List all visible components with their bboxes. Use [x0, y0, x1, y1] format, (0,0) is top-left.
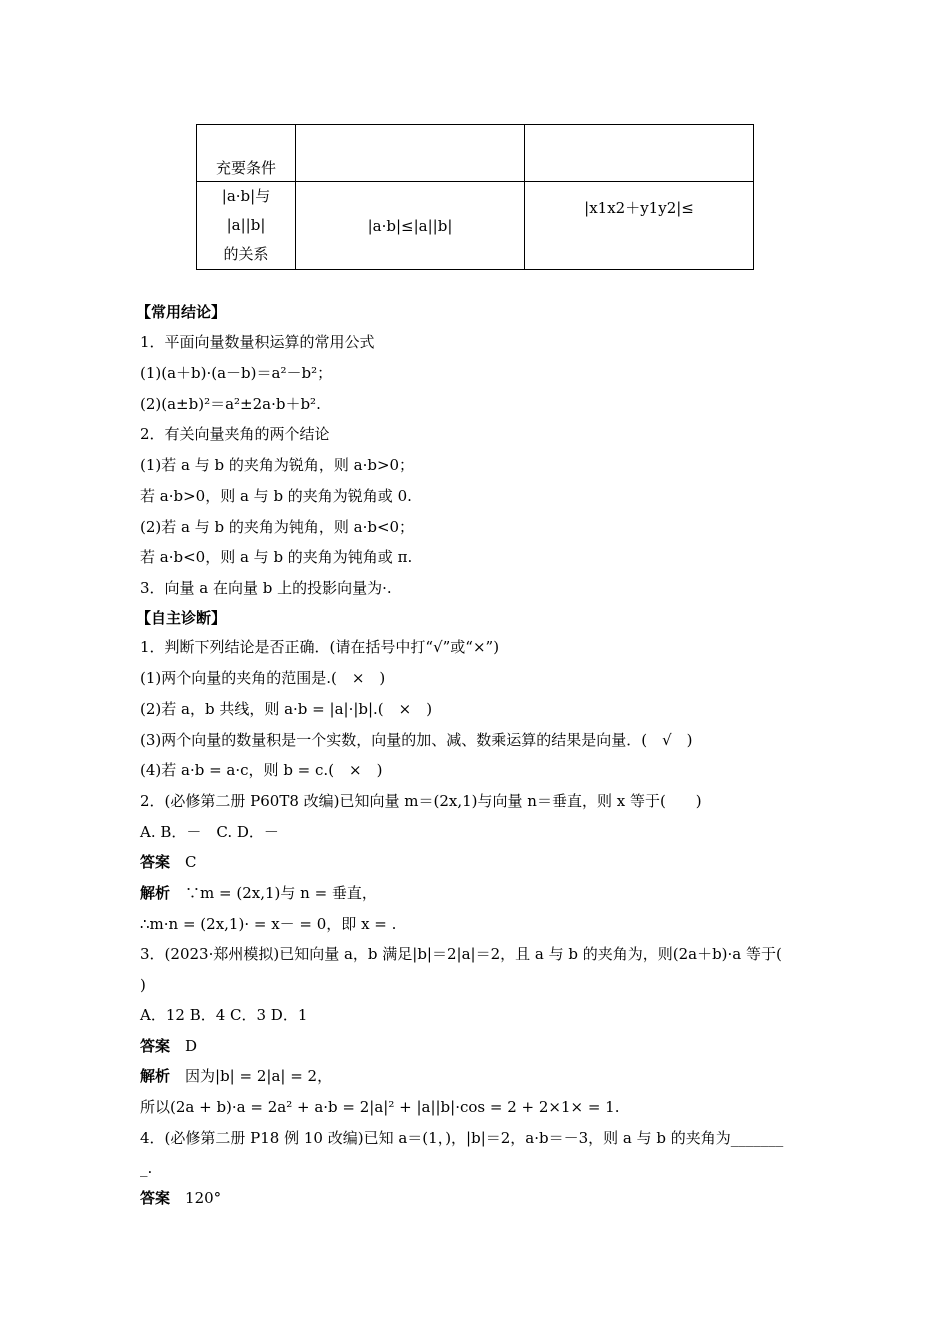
analysis-label: 解析 — [140, 884, 171, 902]
common-item-2: 2．有关向量夹角的两个结论 — [140, 425, 330, 443]
question-3-analysis-1 — [140, 1066, 332, 1086]
row2-label-line: |a||b| — [226, 216, 266, 234]
conclusion-1: (1)若 a 与 b 的夹角为锐角，则 a·b>0； — [140, 456, 415, 474]
row2-label-line: |a·b|与 — [221, 187, 271, 205]
answer-value: 120° — [185, 1189, 222, 1207]
row2-col2: |a·b|≤|a||b| — [367, 216, 453, 235]
question-2-analysis-1 — [140, 883, 377, 903]
question-3-options: A．12 B．4 C．3 D．1 — [140, 1006, 308, 1024]
conditions-table — [196, 124, 754, 270]
question-1-part-2: (2)若 a，b 共线，则 a·b = |a|·|b|.( × ) — [140, 700, 433, 718]
question-2: 2．(必修第二册 P60T8 改编)已知向量 m＝(2x,1)与向量 n＝垂直，则 x 等于( ) — [140, 792, 702, 810]
question-1-part-3: (3)两个向量的数量积是一个实数，向量的加、减、数乘运算的结果是向量．( √ ) — [140, 731, 693, 749]
table-row — [197, 125, 754, 182]
table-cell — [197, 125, 296, 182]
analysis-text: 因为|b| = 2|a| = 2， — [185, 1067, 333, 1085]
answer-label: 答案 — [140, 1037, 171, 1055]
table-cell — [525, 125, 754, 182]
table-cell — [197, 182, 296, 270]
question-1-part-1: (1)两个向量的夹角的范围是.( × ) — [140, 669, 386, 687]
table-row — [197, 182, 754, 270]
analysis-text: ∵m = (2x,1)与 n = 垂直， — [185, 884, 377, 902]
question-2-options: A. B．－ C. D．－ — [140, 823, 279, 841]
table-cell — [296, 125, 525, 182]
conclusion-2b: 若 a·b<0，则 a 与 b 的夹角为钝角或 π. — [140, 548, 413, 566]
question-3-tail: ) — [140, 976, 146, 994]
analysis-label: 解析 — [140, 1067, 171, 1085]
answer-label: 答案 — [140, 1189, 171, 1207]
question-4: 4．(必修第二册 P18 例 10 改编)已知 a＝(1，)，|b|＝2，a·b＝－3，则 a 与 b 的夹角为_______ — [140, 1129, 784, 1147]
row1-label: 充要条件 — [215, 158, 276, 177]
question-3-answer — [140, 1036, 197, 1056]
answer-label: 答案 — [140, 853, 171, 871]
self-diagnosis-heading: 【自主诊断】 — [136, 609, 227, 627]
question-1: 1．判断下列结论是否正确．(请在括号中打“√”或“×”) — [140, 638, 500, 656]
question-3-analysis-2: 所以(2a + b)·a = 2a² + a·b = 2|a|² + |a||b|·cos = 2 + 2×1× = 1. — [140, 1098, 620, 1116]
question-4-answer — [140, 1188, 221, 1208]
row2-col3: |x1x2＋y1y2|≤ — [584, 199, 694, 217]
row2-label-line: 的关系 — [223, 245, 269, 263]
question-2-analysis-2: ∴m·n = (2x,1)· = x－ = 0，即 x = . — [140, 915, 397, 933]
question-3: 3．(2023·郑州模拟)已知向量 a，b 满足|b|＝2|a|＝2，且 a 与 b 的夹角为，则(2a＋b)·a 等于( — [140, 945, 782, 963]
formula-1: (1)(a＋b)·(a－b)＝a²－b²； — [140, 364, 333, 382]
table-cell — [296, 182, 525, 270]
common-item-1: 1．平面向量数量积运算的常用公式 — [140, 333, 375, 351]
common-item-3: 3．向量 a 在向量 b 上的投影向量为·. — [140, 579, 392, 597]
common-conclusions-heading: 【常用结论】 — [136, 303, 227, 321]
conclusion-2: (2)若 a 与 b 的夹角为钝角，则 a·b<0； — [140, 518, 415, 536]
conclusion-1b: 若 a·b>0，则 a 与 b 的夹角为锐角或 0. — [140, 487, 412, 505]
question-2-answer — [140, 852, 197, 872]
table-cell — [525, 182, 754, 270]
question-1-part-4: (4)若 a·b = a·c，则 b = c.( × ) — [140, 761, 383, 779]
answer-value: D — [185, 1037, 198, 1055]
question-4-tail: _. — [140, 1159, 153, 1177]
answer-value: C — [185, 853, 197, 871]
formula-2: (2)(a±b)²＝a²±2a·b＋b². — [140, 395, 321, 413]
